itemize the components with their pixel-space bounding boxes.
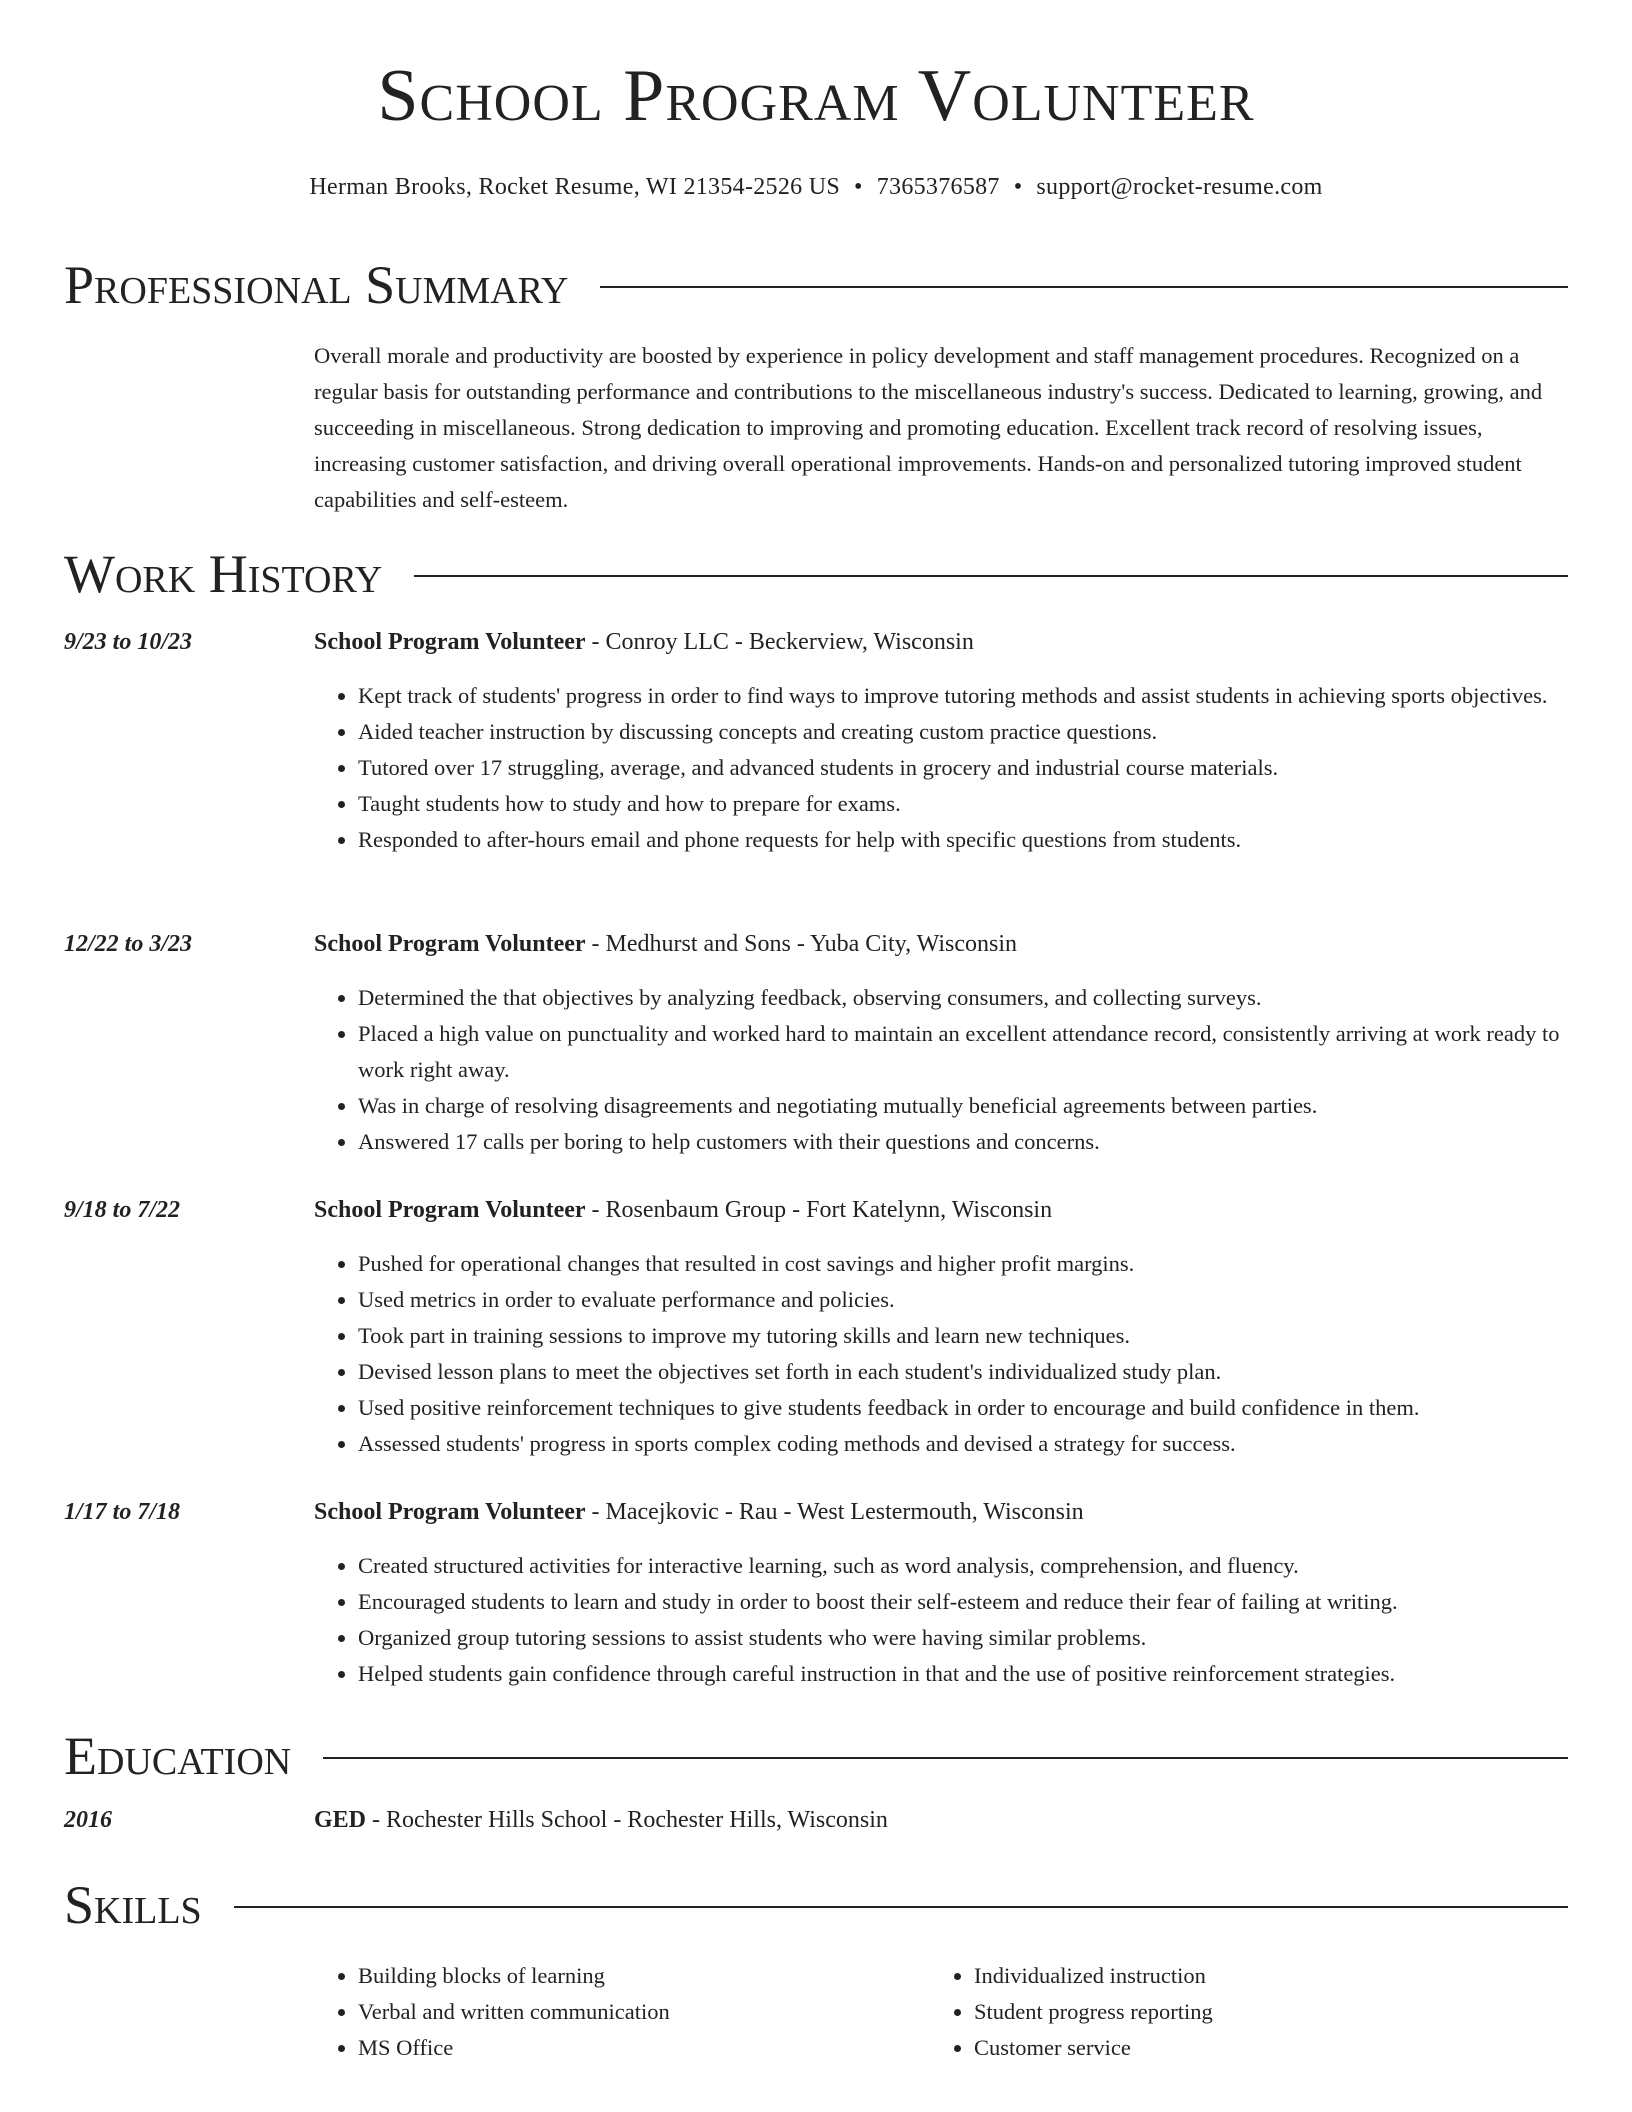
job-bullet: • Organized group tutoring sessions to assist students who were having similar problems. xyxy=(358,1620,1568,1656)
job-dates: 9/23 to 10/23 xyxy=(64,629,193,655)
skills-column-left xyxy=(314,1958,930,2066)
job-bullet: • Devised lesson plans to meet the objectives set forth in each student's individualized study plan. xyxy=(358,1354,1568,1390)
job-title-line xyxy=(314,926,1017,962)
job-details: - Medhurst and Sons - Yuba City, Wisconsin xyxy=(585,931,1018,957)
education-year: 2016 xyxy=(64,1807,112,1833)
job-bullet: • Created structured activities for interactive learning, such as word analysis, comprehension, and fluency. xyxy=(358,1548,1568,1584)
job-role: School Program Volunteer xyxy=(314,1197,586,1223)
job-title-line xyxy=(314,1192,1052,1228)
section-title-education: Education xyxy=(64,1726,292,1786)
job-bullet: • Responded to after-hours email and phone requests for help with specific questions from students. xyxy=(358,822,1568,858)
resume-name-title: School Program Volunteer xyxy=(377,55,1255,137)
job-bullet: • Taught students how to study and how to prepare for exams. xyxy=(358,786,1568,822)
job-bullet: • Assessed students' progress in sports complex coding methods and devised a strategy for success. xyxy=(358,1426,1568,1462)
education-details: - Rochester Hills School - Rochester Hills, Wisconsin xyxy=(366,1807,888,1833)
section-divider xyxy=(323,1757,1568,1759)
job-bullet: • Placed a high value on punctuality and worked hard to maintain an excellent attendance record, consistently arriving at work ready to work right away. xyxy=(358,1016,1568,1088)
job-dates: 1/17 to 7/18 xyxy=(64,1499,181,1525)
job-title-line xyxy=(314,1494,1084,1530)
contact-email: support@rocket-resume.com xyxy=(1036,174,1323,200)
job-bullet: • Aided teacher instruction by discussing concepts and creating custom practice questions. xyxy=(358,714,1568,750)
education-degree: GED xyxy=(314,1807,367,1833)
section-title-skills: Skills xyxy=(64,1875,202,1935)
skill-item: • Building blocks of learning xyxy=(358,1958,930,1994)
section-divider xyxy=(600,286,1568,288)
skill-item: • Customer service xyxy=(974,2030,1546,2066)
education-line xyxy=(314,1802,888,1838)
job-details: - Macejkovic - Rau - West Lestermouth, Wisconsin xyxy=(585,1499,1084,1525)
job-role: School Program Volunteer xyxy=(314,931,586,957)
job-details: - Rosenbaum Group - Fort Katelynn, Wisconsin xyxy=(585,1197,1053,1223)
job-bullets xyxy=(314,980,1568,1160)
skill-item: • Verbal and written communication xyxy=(358,1994,930,2030)
job-bullet: • Encouraged students to learn and study in order to boost their self-esteem and reduce their fear of failing at writing. xyxy=(358,1584,1568,1620)
job-title-line xyxy=(314,624,974,660)
job-bullet: • Kept track of students' progress in order to find ways to improve tutoring methods and assist students in achieving sports objectives. xyxy=(358,678,1568,714)
section-title-work: Work History xyxy=(64,544,383,604)
job-bullet: • Pushed for operational changes that resulted in cost savings and higher profit margins. xyxy=(358,1246,1568,1282)
job-role: School Program Volunteer xyxy=(314,629,586,655)
job-bullet: • Was in charge of resolving disagreements and negotiating mutually beneficial agreements between parties. xyxy=(358,1088,1568,1124)
job-bullet: • Answered 17 calls per boring to help customers with their questions and concerns. xyxy=(358,1124,1568,1160)
contact-line xyxy=(0,174,1632,201)
section-divider xyxy=(414,575,1568,577)
section-header-education xyxy=(64,1726,1568,1786)
skills-column-right xyxy=(930,1958,1546,2066)
job-bullets xyxy=(314,1548,1568,1692)
contact-phone: 7365376587 xyxy=(876,174,1000,200)
section-header-work xyxy=(64,544,1568,604)
skill-item: • Student progress reporting xyxy=(974,1994,1546,2030)
summary-text: Overall morale and productivity are boosted by experience in policy development and staff management procedures. Recognized on a regular basis for outstanding performance and contributions to the miscellaneous industry's success. Dedicated to learning, growing, and succeeding in miscellaneous. Strong dedication to improving and promoting education. Excellent track record of resolving issues, increasing customer satisfaction, and driving overall operational improvements. Hands-on and personalized tutoring improved student capabilities and self-esteem. xyxy=(314,343,1543,512)
contact-address: Herman Brooks, Rocket Resume, WI 21354-2526 US xyxy=(309,174,841,200)
job-dates: 9/18 to 7/22 xyxy=(64,1197,181,1223)
job-bullet: • Helped students gain confidence through careful instruction in that and the use of positive reinforcement strategies. xyxy=(358,1656,1568,1692)
section-header-skills xyxy=(64,1875,1568,1935)
skill-item: • Individualized instruction xyxy=(974,1958,1546,1994)
job-bullet: • Determined the that objectives by analyzing feedback, observing consumers, and collecting surveys. xyxy=(358,980,1568,1016)
section-header-summary xyxy=(64,255,1568,315)
section-title-summary: Professional Summary xyxy=(64,255,569,315)
job-bullet: • Used metrics in order to evaluate performance and policies. xyxy=(358,1282,1568,1318)
job-details: - Conroy LLC - Beckerview, Wisconsin xyxy=(585,629,974,655)
job-bullets xyxy=(314,1246,1568,1462)
job-bullets xyxy=(314,678,1568,858)
job-bullet: • Used positive reinforcement techniques to give students feedback in order to encourage and build confidence in them. xyxy=(358,1390,1568,1426)
skills-list xyxy=(314,1958,1568,2066)
job-bullet: • Tutored over 17 struggling, average, and advanced students in grocery and industrial course materials. xyxy=(358,750,1568,786)
job-dates: 12/22 to 3/23 xyxy=(64,931,193,957)
section-divider xyxy=(234,1906,1568,1908)
skill-item: • MS Office xyxy=(358,2030,930,2066)
job-role: School Program Volunteer xyxy=(314,1499,586,1525)
contact-separator: • xyxy=(854,174,863,200)
contact-separator: • xyxy=(1013,174,1023,200)
job-bullet: • Took part in training sessions to improve my tutoring skills and learn new techniques. xyxy=(358,1318,1568,1354)
